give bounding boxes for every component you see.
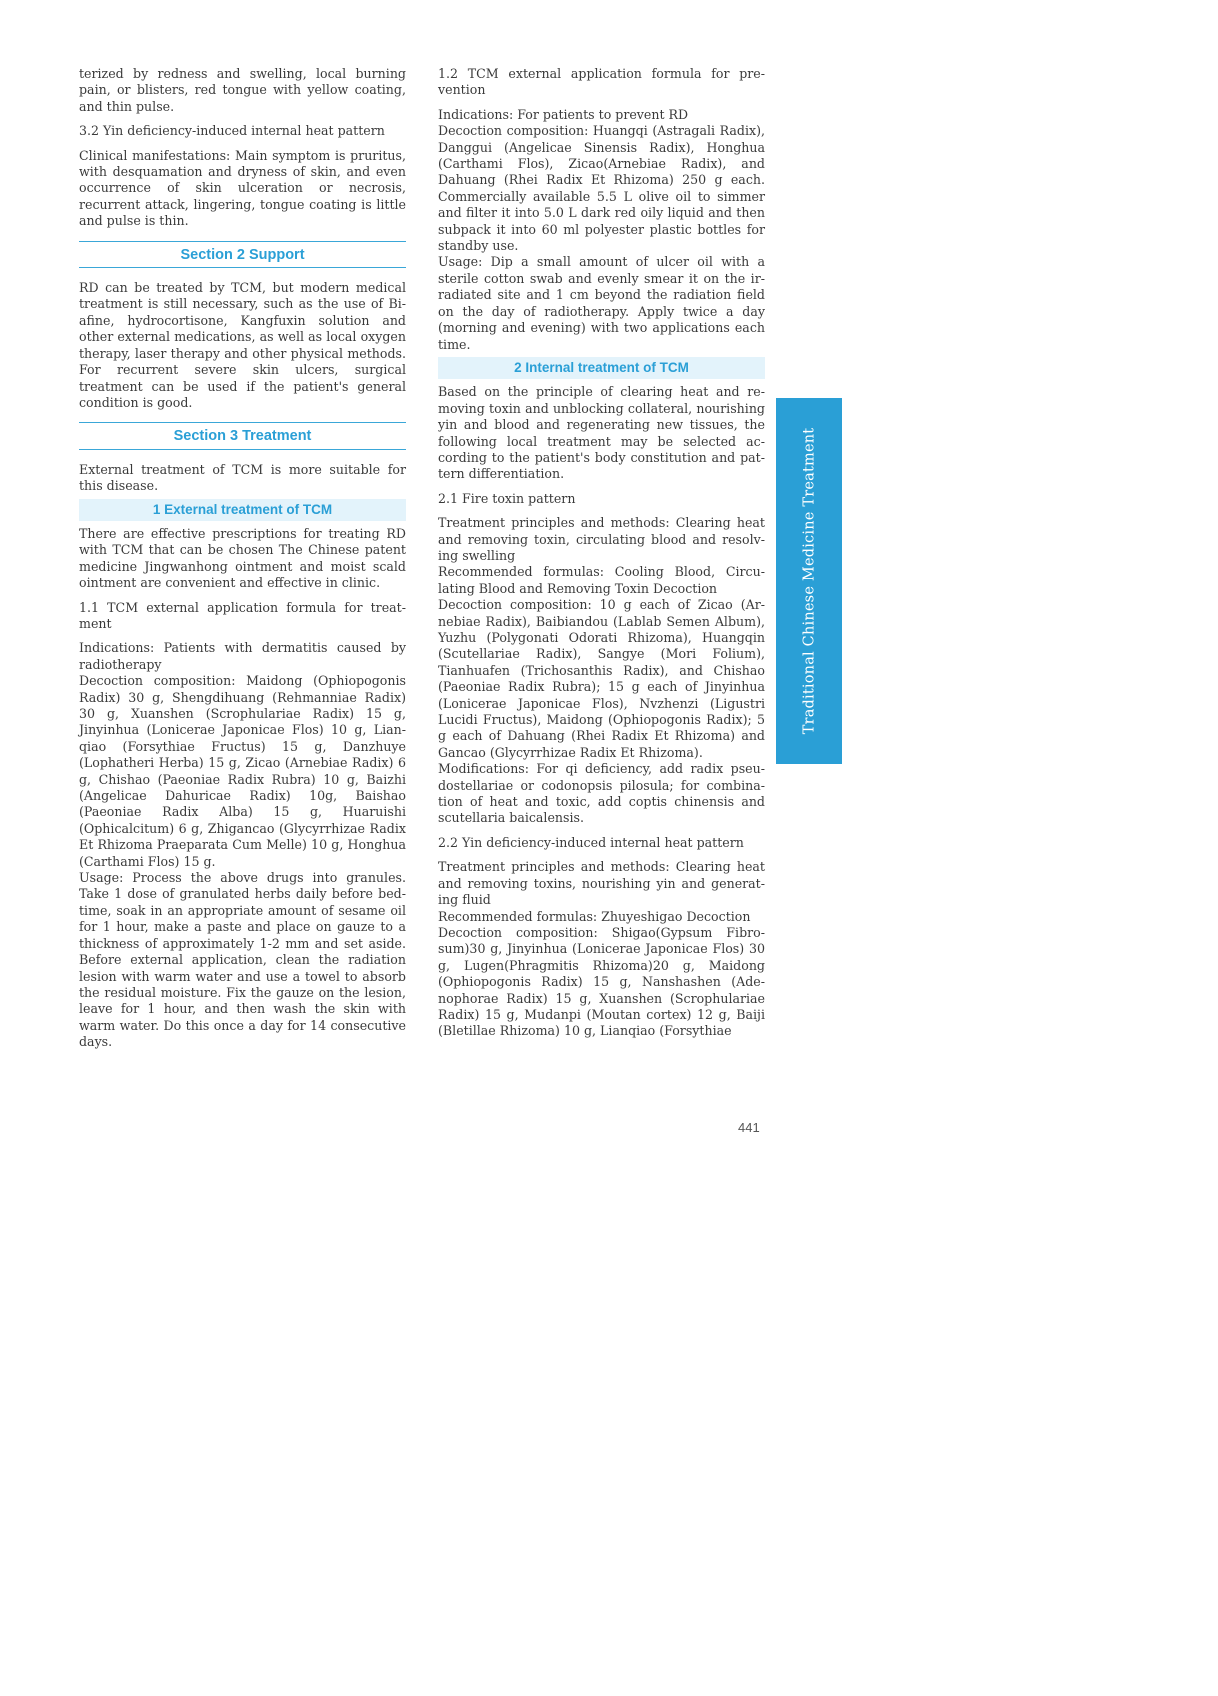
internal-treatment-heading: 2 Internal treatment of TCM bbox=[438, 357, 765, 379]
subheading-2-1: 2.1 Fire toxin pattern bbox=[438, 490, 576, 506]
paragraph-composition: Decoction composition: Shigao(Gypsum Fibrosum)30 g, Jinyinhua (Lonicerae Japonicae Flos) 30 g, Lugen(Phragmitis Rhizoma)20 g, Maidong (Ophiopogonis Radix) 15 g, Nanshashen (Adenophorae Radix) 15 g, Xuanshen (Scrophulariae Radix) 15 g, Mudanpi (Moutan cortex) 12 g, Baiji (Bletillae Rhizoma) 10 g, Lianqiao (Forsythiae bbox=[438, 924, 765, 1039]
paragraph-external-treatment: There are effective prescriptions for treating RD with TCM that can be chosen The Chinese patent medicine Jingwanhong ointment and moist scald ointment are convenient and effective in clinic. bbox=[79, 525, 406, 591]
paragraph-composition: Decoction composition: 10 g each of Zicao (Arnebiae Radix), Baibiandou (Lablab Semen Album), Yuzhu (Polygonati Odorati Rhizoma), Huangqin (Scutellariae Radix), Sangye (Mori Folium), Tianhuafen (Trichosanthis Radix), and Chishao (Paeoniae Radix Rubra); 15 g each of Jinyinhua (Lonicerae Japonicae Flos), Nvzhenzi (Ligustri Lucidi Fructus), Maidong (Ophiopogonis Radix); 5 g each of Dahuang (Rhei Radix Et Rhizoma) and Gancao (Glycyrrhizae Radix Et Rhizoma). bbox=[438, 597, 765, 760]
chapter-side-tab bbox=[776, 398, 842, 764]
paragraph-formulas: Recommended formulas: Zhuyeshigao Decoction bbox=[438, 908, 751, 924]
paragraph-continuation: terized by redness and swelling, local burning pain, or blisters, red tongue with yellow coating, and thin pulse. bbox=[79, 66, 406, 114]
paragraph-indications: Indications: For patients to prevent RD bbox=[438, 106, 689, 122]
paragraph-usage: Usage: Dip a small amount of ulcer oil with a sterile cotton swab and evenly smear it on the irradiated site and 1 cm beyond the radiation field on the day of radiotherapy. Apply twice a day (morning and evening) with two applications each time. bbox=[438, 254, 765, 352]
left-column bbox=[79, 66, 406, 1051]
section-3-heading: Section 3 Treatment bbox=[79, 422, 406, 449]
paragraph-treatment-intro: External treatment of TCM is more suitable for this disease. bbox=[79, 461, 406, 494]
section-2-heading: Section 2 Support bbox=[79, 241, 406, 268]
subheading-1-1: 1.1 TCM external application formula for treatment bbox=[79, 599, 406, 631]
paragraph-support: RD can be treated by TCM, but modern medical treatment is still necessary, such as the use of Biafine, hydrocortisone, Kangfuxin solution and other external medications, as well as local oxygen therapy, laser therapy and other physical methods. For recurrent severe skin ulcers, surgical treatment can be used if the patient's general condition is good. bbox=[79, 280, 406, 410]
paragraph-formulas: Recommended formulas: Cooling Blood, Circulating Blood and Removing Toxin Decoction bbox=[438, 564, 765, 596]
paragraph-principles: Treatment principles and methods: Clearing heat and removing toxins, nourishing yin and generating fluid bbox=[438, 859, 765, 908]
external-treatment-heading: 1 External treatment of TCM bbox=[79, 499, 406, 521]
subheading-3-2: 3.2 Yin deficiency-induced internal heat pattern bbox=[79, 123, 385, 139]
paragraph-principles: Treatment principles and methods: Clearing heat and removing toxin, circulating blood and resolving swelling bbox=[438, 515, 765, 563]
paragraph-composition: Decoction composition: Huangqi (Astragali Radix), Danggui (Angelicae Sinensis Radix), Honghua (Carthami Flos), Zicao(Arnebiae Radix), and Dahuang (Rhei Radix Et Rhizoma) 250 g each. Commercially available 5.5 L olive oil to simmer and filter it into 5.0 L dark red oily liquid and then subpack it into 60 ml polyester plastic bottles for standby use. bbox=[438, 123, 765, 254]
subheading-2-2: 2.2 Yin deficiency-induced internal heat pattern bbox=[438, 834, 744, 850]
paragraph-indications: Indications: Patients with dermatitis caused by radiotherapy bbox=[79, 640, 406, 672]
paragraph-usage: Usage: Process the above drugs into granules. Take 1 dose of granulated herbs daily before bedtime, soak in an appropriate amount of sesame oil for 1 hour, make a paste and place on gauze to a thickness of approximately 1-2 mm and set aside. Before external application, clean the radiation lesion with warm water and use a towel to absorb the residual moisture. Fix the gauze on the lesion, leave for 1 hour, and then wash the skin with warm water. Do this once a day for 14 consecutive days. bbox=[79, 870, 406, 1050]
page-number: 441 bbox=[738, 1120, 760, 1135]
paragraph-composition: Decoction composition: Maidong (Ophiopogonis Radix) 30 g, Shengdihuang (Rehmanniae Radix) 30 g, Xuanshen (Scrophulariae Radix) 15 g, Jinyinhua (Lonicerae Japonicae Flos) 10 g, Lianqiao (Forsythiae Fructus) 15 g, Danzhuye (Lophatheri Herba) 15 g, Zicao (Arnebiae Radix) 6 g, Chishao (Paeoniae Radix Rubra) 10 g, Baizhi (Angelicae Dahuricae Radix) 10g, Baishao (Paeoniae Radix Alba) 15 g, Huaruishi (Ophicalcitum) 6 g, Zhigancao (Glycyrrhizae Radix Et Rhizoma Praeparata Cum Melle) 10 g, Honghua (Carthami Flos) 15 g. bbox=[79, 673, 406, 869]
paragraph-modifications: Modifications: For qi deficiency, add radix pseudostellariae or codonopsis pilosula; for combination of heat and toxic, add coptis chinensis and scutellaria baicalensis. bbox=[438, 761, 765, 826]
right-column bbox=[438, 66, 765, 1040]
paragraph-internal-treatment: Based on the principle of clearing heat and removing toxin and unblocking collateral, nourishing yin and blood and regenerating new tissues, the following local treatment may be selected according to the patient's body constitution and pattern differentiation. bbox=[438, 384, 765, 482]
subheading-1-2: 1.2 TCM external application formula for prevention bbox=[438, 66, 765, 98]
paragraph-clinical-manifestations: Clinical manifestations: Main symptom is pruritus, with desquamation and dryness of skin, and even occurrence of skin ulceration or necrosis, recurrent attack, lingering, tongue coating is little and pulse is thin. bbox=[79, 147, 406, 229]
chapter-side-tab-label: Traditional Chinese Medicine Treatment bbox=[801, 427, 818, 735]
